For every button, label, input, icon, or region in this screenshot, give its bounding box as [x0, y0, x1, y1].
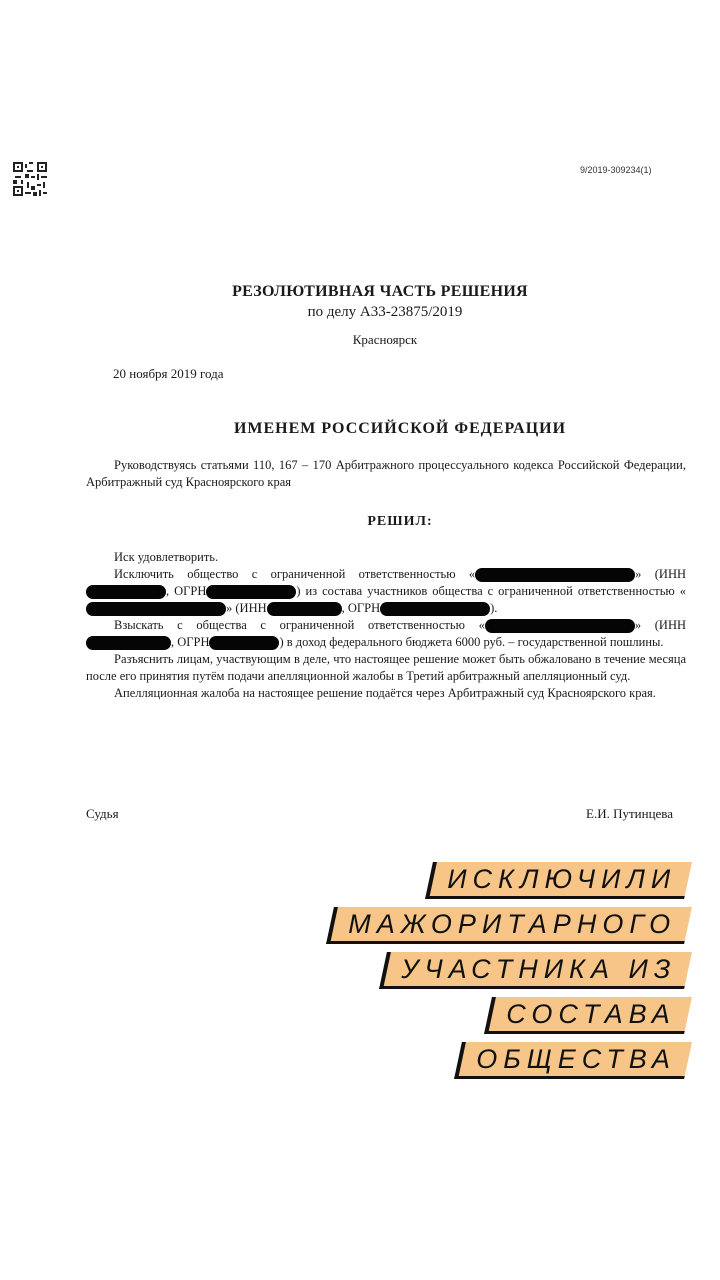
- case-number: по делу А33-23875/2019: [307, 304, 463, 320]
- caption-text: ОБЩЕСТВА: [476, 1043, 677, 1074]
- judge-label: Судья: [86, 806, 119, 821]
- caption-line: [326, 907, 692, 944]
- paragraph-exclude: [86, 566, 686, 617]
- redaction-mark: [380, 602, 490, 616]
- decision-body: [86, 549, 686, 702]
- text-fragment: ).: [490, 601, 498, 615]
- caption-line: [454, 1042, 692, 1079]
- text-fragment: , ОГРН: [341, 601, 381, 615]
- redaction-mark: [86, 602, 226, 616]
- case-reference: 9/2019-309234(1): [580, 165, 652, 175]
- text-fragment: , ОГРН: [166, 584, 207, 598]
- text-fragment: Взыскать с общества с ограниченной ответственностью «: [114, 618, 485, 632]
- redaction-mark: [209, 636, 279, 650]
- caption-line: [425, 862, 692, 899]
- paragraph-appeal-court: Апелляционная жалоба на настоящее решение подаётся через Арбитражный суд Красноярского края.: [114, 686, 656, 700]
- caption-line: [379, 952, 692, 989]
- decision-date: 20 ноября 2019 года: [113, 366, 224, 381]
- redaction-mark: [86, 636, 171, 650]
- caption-text: СОСТАВА: [506, 998, 677, 1029]
- document-heading: ИМЕНЕМ РОССИЙСКОЙ ФЕДЕРАЦИИ: [233, 420, 567, 437]
- overlay-caption: [330, 862, 688, 1079]
- text-fragment: » (ИНН: [226, 601, 267, 615]
- caption-text: МАЖОРИТАРНОГО: [348, 908, 677, 939]
- document-title: РЕЗОЛЮТИВНАЯ ЧАСТЬ РЕШЕНИЯ: [232, 283, 528, 300]
- decided-heading: РЕШИЛ:: [367, 514, 433, 529]
- judge-name: Е.И. Путинцева: [586, 806, 674, 821]
- text-fragment: » (ИНН: [635, 567, 687, 581]
- redaction-mark: [267, 602, 342, 616]
- paragraph-appeal-rights: Разъяснить лицам, участвующим в деле, что настоящее решение может быть обжаловано в течение месяца после его принятия путём подачи апелляционной жалобы в Третий арбитражный апелляционный суд.: [86, 652, 686, 683]
- redaction-mark: [485, 619, 635, 633]
- paragraph-satisfy: Иск удовлетворить.: [114, 550, 219, 564]
- intro-paragraph: [86, 457, 686, 491]
- text-fragment: , ОГРН: [171, 635, 210, 649]
- text-fragment: Исключить общество с ограниченной ответственностью «: [114, 567, 476, 581]
- text-fragment: » (ИНН: [634, 618, 687, 632]
- redaction-mark: [86, 585, 166, 599]
- caption-text: ИСКЛЮЧИЛИ: [447, 863, 677, 894]
- redaction-mark: [475, 568, 635, 582]
- qr-code-icon: [13, 162, 47, 196]
- redaction-mark: [206, 585, 296, 599]
- intro-text: Руководствуясь статьями 110, 167 – 170 Арбитражного процессуального кодекса Российской Федерации, Арбитражный суд Красноярского края: [86, 458, 686, 489]
- caption-line: [485, 997, 692, 1034]
- text-fragment: ) из состава участников общества с ограниченной ответственностью «: [296, 584, 686, 598]
- caption-text: УЧАСТНИКА ИЗ: [401, 953, 677, 984]
- paragraph-collect: [86, 617, 686, 651]
- text-fragment: ) в доход федерального бюджета 6000 руб. – государственной пошлины.: [279, 635, 664, 649]
- city: Красноярск: [352, 332, 418, 347]
